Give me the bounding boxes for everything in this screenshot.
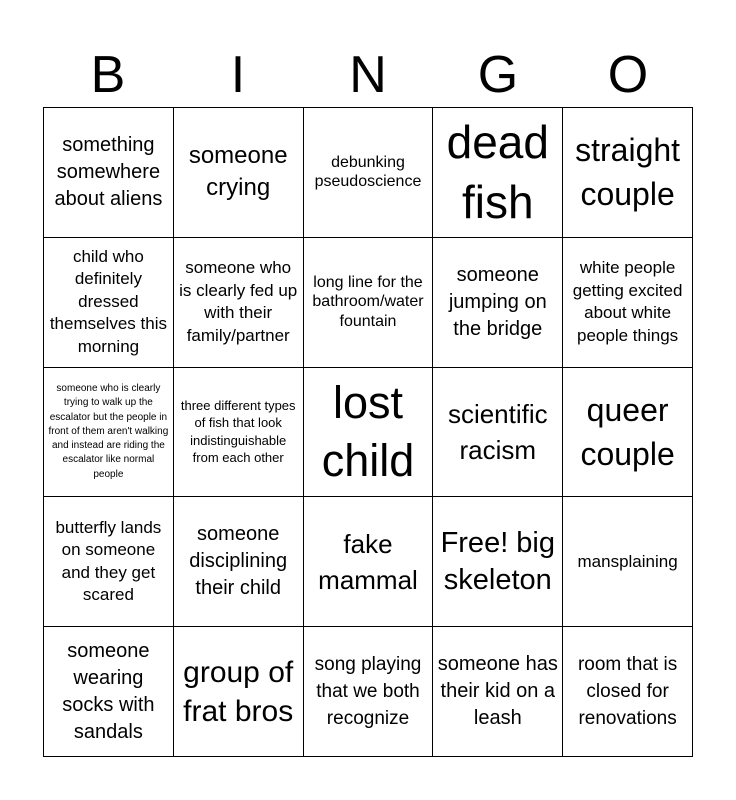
- bingo-cell[interactable]: [433, 497, 563, 627]
- cell-text: group of frat bros: [183, 655, 294, 728]
- bingo-cell[interactable]: [304, 627, 434, 757]
- bingo-cell[interactable]: [174, 368, 304, 498]
- header-letter-g: G: [477, 46, 519, 104]
- bingo-cell[interactable]: [174, 108, 304, 238]
- cell-text: long line for the bathroom/water fountain: [312, 273, 424, 330]
- cell-text: debunking pseudoscience: [314, 153, 422, 191]
- cell-text: someone who is clearly trying to walk up the escalator but the people in front of them aren't walking and instead are riding the escalator like normal people: [48, 382, 169, 480]
- bingo-cell[interactable]: [174, 238, 304, 368]
- bingo-cell[interactable]: [304, 108, 434, 238]
- cell-text: white people getting excited about white people things: [572, 258, 683, 345]
- bingo-cell[interactable]: [433, 368, 563, 498]
- cell-text: room that is closed for renovations: [577, 654, 678, 730]
- bingo-cell[interactable]: [563, 497, 693, 627]
- bingo-header: [43, 44, 693, 106]
- bingo-cell[interactable]: [433, 238, 563, 368]
- header-letter-o: O: [607, 46, 649, 104]
- cell-text: song playing that we both recognize: [314, 654, 422, 730]
- cell-text: dead fish: [446, 116, 549, 229]
- cell-text: lost child: [321, 376, 415, 486]
- cell-text: someone crying: [188, 142, 288, 202]
- header-letter-n: N: [349, 46, 387, 104]
- cell-text: straight couple: [575, 132, 681, 213]
- cell-text: three different types of fish that look indistinguishable from each other: [180, 397, 296, 466]
- bingo-cell[interactable]: [44, 368, 174, 498]
- bingo-cell[interactable]: [563, 108, 693, 238]
- cell-text: child who definitely dressed themselves this morning: [49, 246, 167, 356]
- cell-text: someone who is clearly fed up with their family/partner: [179, 258, 298, 345]
- bingo-cell[interactable]: [44, 497, 174, 627]
- bingo-cell[interactable]: [433, 108, 563, 238]
- cell-text: queer couple: [580, 391, 675, 472]
- cell-text: something somewhere about aliens: [54, 133, 163, 210]
- bingo-cell[interactable]: [433, 627, 563, 757]
- bingo-cell[interactable]: [563, 627, 693, 757]
- bingo-cell[interactable]: [174, 497, 304, 627]
- cell-text: someone wearing socks with sandals: [62, 639, 155, 743]
- cell-text: someone disciplining their child: [189, 523, 288, 600]
- cell-text: mansplaining: [577, 551, 678, 571]
- bingo-cell[interactable]: [44, 238, 174, 368]
- bingo-cell[interactable]: [44, 627, 174, 757]
- bingo-cell[interactable]: [304, 238, 434, 368]
- bingo-cell[interactable]: [304, 497, 434, 627]
- header-letter-b: B: [90, 46, 126, 104]
- bingo-cell[interactable]: [174, 627, 304, 757]
- cell-text: scientific racism: [447, 398, 548, 465]
- cell-text: someone jumping on the bridge: [448, 263, 547, 340]
- cell-text: butterfly lands on someone and they get scared: [55, 517, 162, 605]
- cell-text: someone has their kid on a leash: [437, 653, 558, 730]
- bingo-cell[interactable]: [563, 368, 693, 498]
- bingo-cell[interactable]: [304, 368, 434, 498]
- bingo-board: [43, 107, 693, 757]
- bingo-cell[interactable]: [563, 238, 693, 368]
- cell-text: Free! big skeleton: [440, 526, 556, 596]
- header-letter-i: I: [230, 46, 246, 104]
- cell-text: fake mammal: [318, 528, 418, 595]
- bingo-cell[interactable]: [44, 108, 174, 238]
